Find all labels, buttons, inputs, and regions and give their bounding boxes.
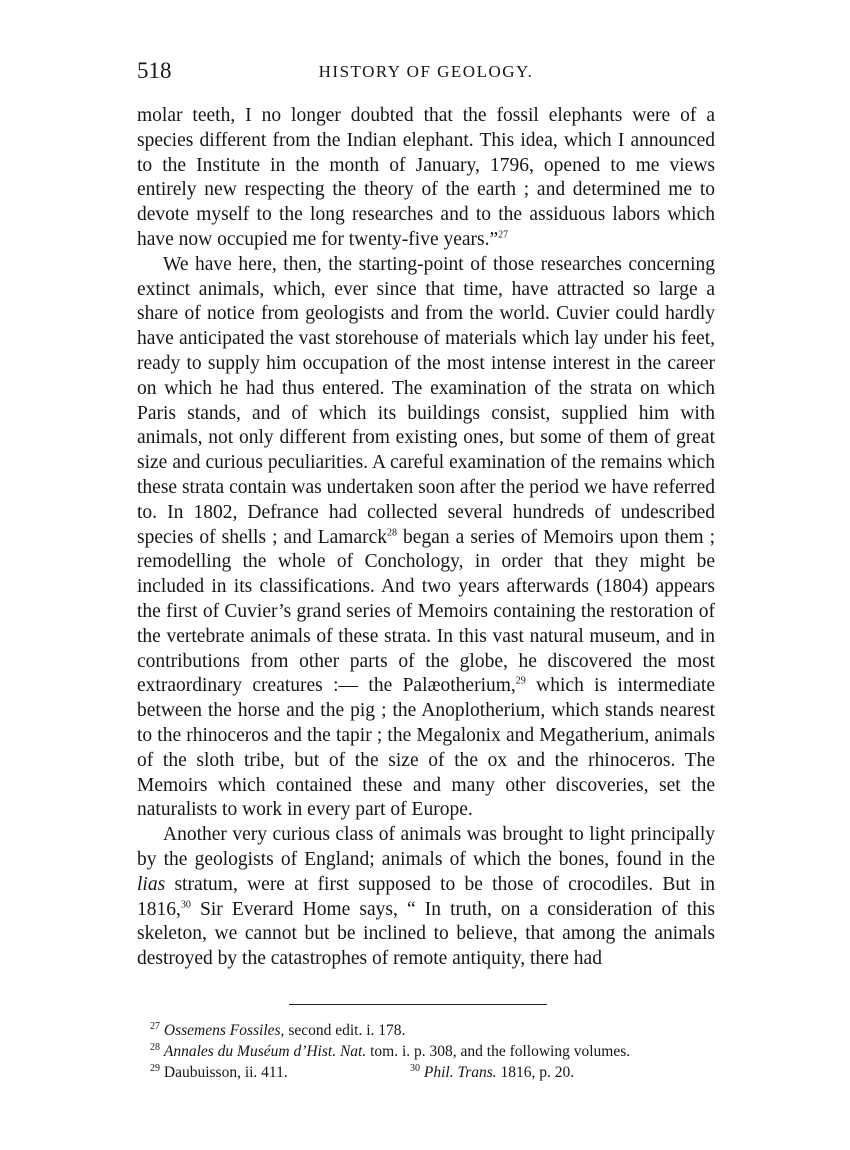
paragraph-text: stratum, were at first supposed to be those of crocodiles. But in 1816, bbox=[137, 873, 715, 920]
footnote-text: tom. i. p. 308, and the following volumes. bbox=[366, 1043, 631, 1060]
footnote-number: 29 bbox=[150, 1062, 160, 1074]
paragraph-1 bbox=[137, 104, 715, 253]
footnote-mark: 28 bbox=[387, 527, 398, 539]
footnote-mark: 29 bbox=[515, 675, 526, 687]
page-header bbox=[137, 58, 715, 88]
footnotes bbox=[150, 1020, 720, 1083]
footnote-29 bbox=[150, 1062, 410, 1083]
paragraph-text: Another very curious class of animals was brought to light principally by the geologists of England; animals of which the bones, found in the bbox=[137, 824, 715, 870]
footnote-27 bbox=[150, 1020, 720, 1041]
paragraph-text: We have here, then, the starting-point of those researches concerning extinct animals, which, ever since that time, have attracted so large a share of notice from geologists and from the world. Cuvier could hardly have anticipated the vast storehouse of materials which lay under his feet, ready to supply him occupation of the most intense interest in the career on which he had thus entered. The examination of the strata on which Paris stands, and of which its buildings consist, supplied him with animals, not only different from existing ones, but some of them of great size and curious peculiarities. A careful examination of the remains which these strata contain was undertaken soon after the period we have referred to. In 1802, Defrance had collected several hundreds of undescribed species of shells ; and Lamarck bbox=[137, 253, 715, 548]
footnote-mark: 27 bbox=[498, 229, 509, 241]
footnote-28 bbox=[150, 1041, 720, 1062]
paragraph-text: which is intermediate between the horse and the pig ; the Anoplotherium, which stands nearest to the rhinoceros and the tapir ; the Megalonix and Megatherium, animals of the sloth tribe, but of the size of the ox and the rhinoceros. The Memoirs which contained these and many other discoveries, set the naturalists to work in every part of Europe. bbox=[137, 675, 715, 821]
paragraph-text: molar teeth, I no longer doubted that the fossil elephants were of a species different from the Indian elephant. This idea, which I announced to the Institute in the month of January, 1796, opened to me views entirely new respecting the theory of the earth ; and determined me to devote myself to the long researches and to the assiduous labors which have now occupied me for twenty-five years.” bbox=[137, 105, 715, 250]
emphasis: lias bbox=[137, 873, 166, 895]
footnote-number: 30 bbox=[410, 1062, 420, 1074]
paragraph-text: began a series of Memoirs upon them ; remodelling the whole of Conchology, in order that they might be included in its classifications. And two years afterwards (1804) appears the first of Cuvier’s grand series of Memoirs containing the restoration of the vertebrate animals of these strata. In this vast natural museum, and in contributions from other parts of the globe, he discovered the most extraordinary creatures :— the Palæotherium, bbox=[137, 526, 715, 697]
footnote-title: Annales du Muséum d’Hist. Nat. bbox=[163, 1043, 367, 1060]
footnote-rule bbox=[289, 1004, 547, 1005]
paragraph-2 bbox=[137, 253, 715, 823]
footnote-number: 27 bbox=[150, 1020, 160, 1032]
footnote-mark: 30 bbox=[180, 899, 191, 910]
footnote-title: Ossemens Fossiles, bbox=[163, 1022, 285, 1039]
footnote-30 bbox=[410, 1062, 574, 1083]
footnote-number: 28 bbox=[150, 1041, 160, 1053]
footnote-row bbox=[150, 1062, 720, 1083]
footnote-text: second edit. i. 178. bbox=[284, 1022, 406, 1039]
footnote-title: Phil. Trans. bbox=[423, 1064, 497, 1081]
page-number: 518 bbox=[137, 58, 172, 83]
footnote-text: 1816, p. 20. bbox=[496, 1064, 575, 1081]
running-head: HISTORY OF GEOLOGY. bbox=[318, 62, 534, 81]
paragraph-text: Sir Everard Home says, “ In truth, on a consideration of this skeleton, we cannot but be inclined to believe, that among the animals destroyed by the catastrophes of remote antiquity, there had bbox=[137, 898, 715, 970]
paragraph-3 bbox=[137, 823, 715, 972]
body-text bbox=[137, 104, 715, 972]
footnote-text: Daubuisson, ii. 411. bbox=[160, 1064, 288, 1081]
